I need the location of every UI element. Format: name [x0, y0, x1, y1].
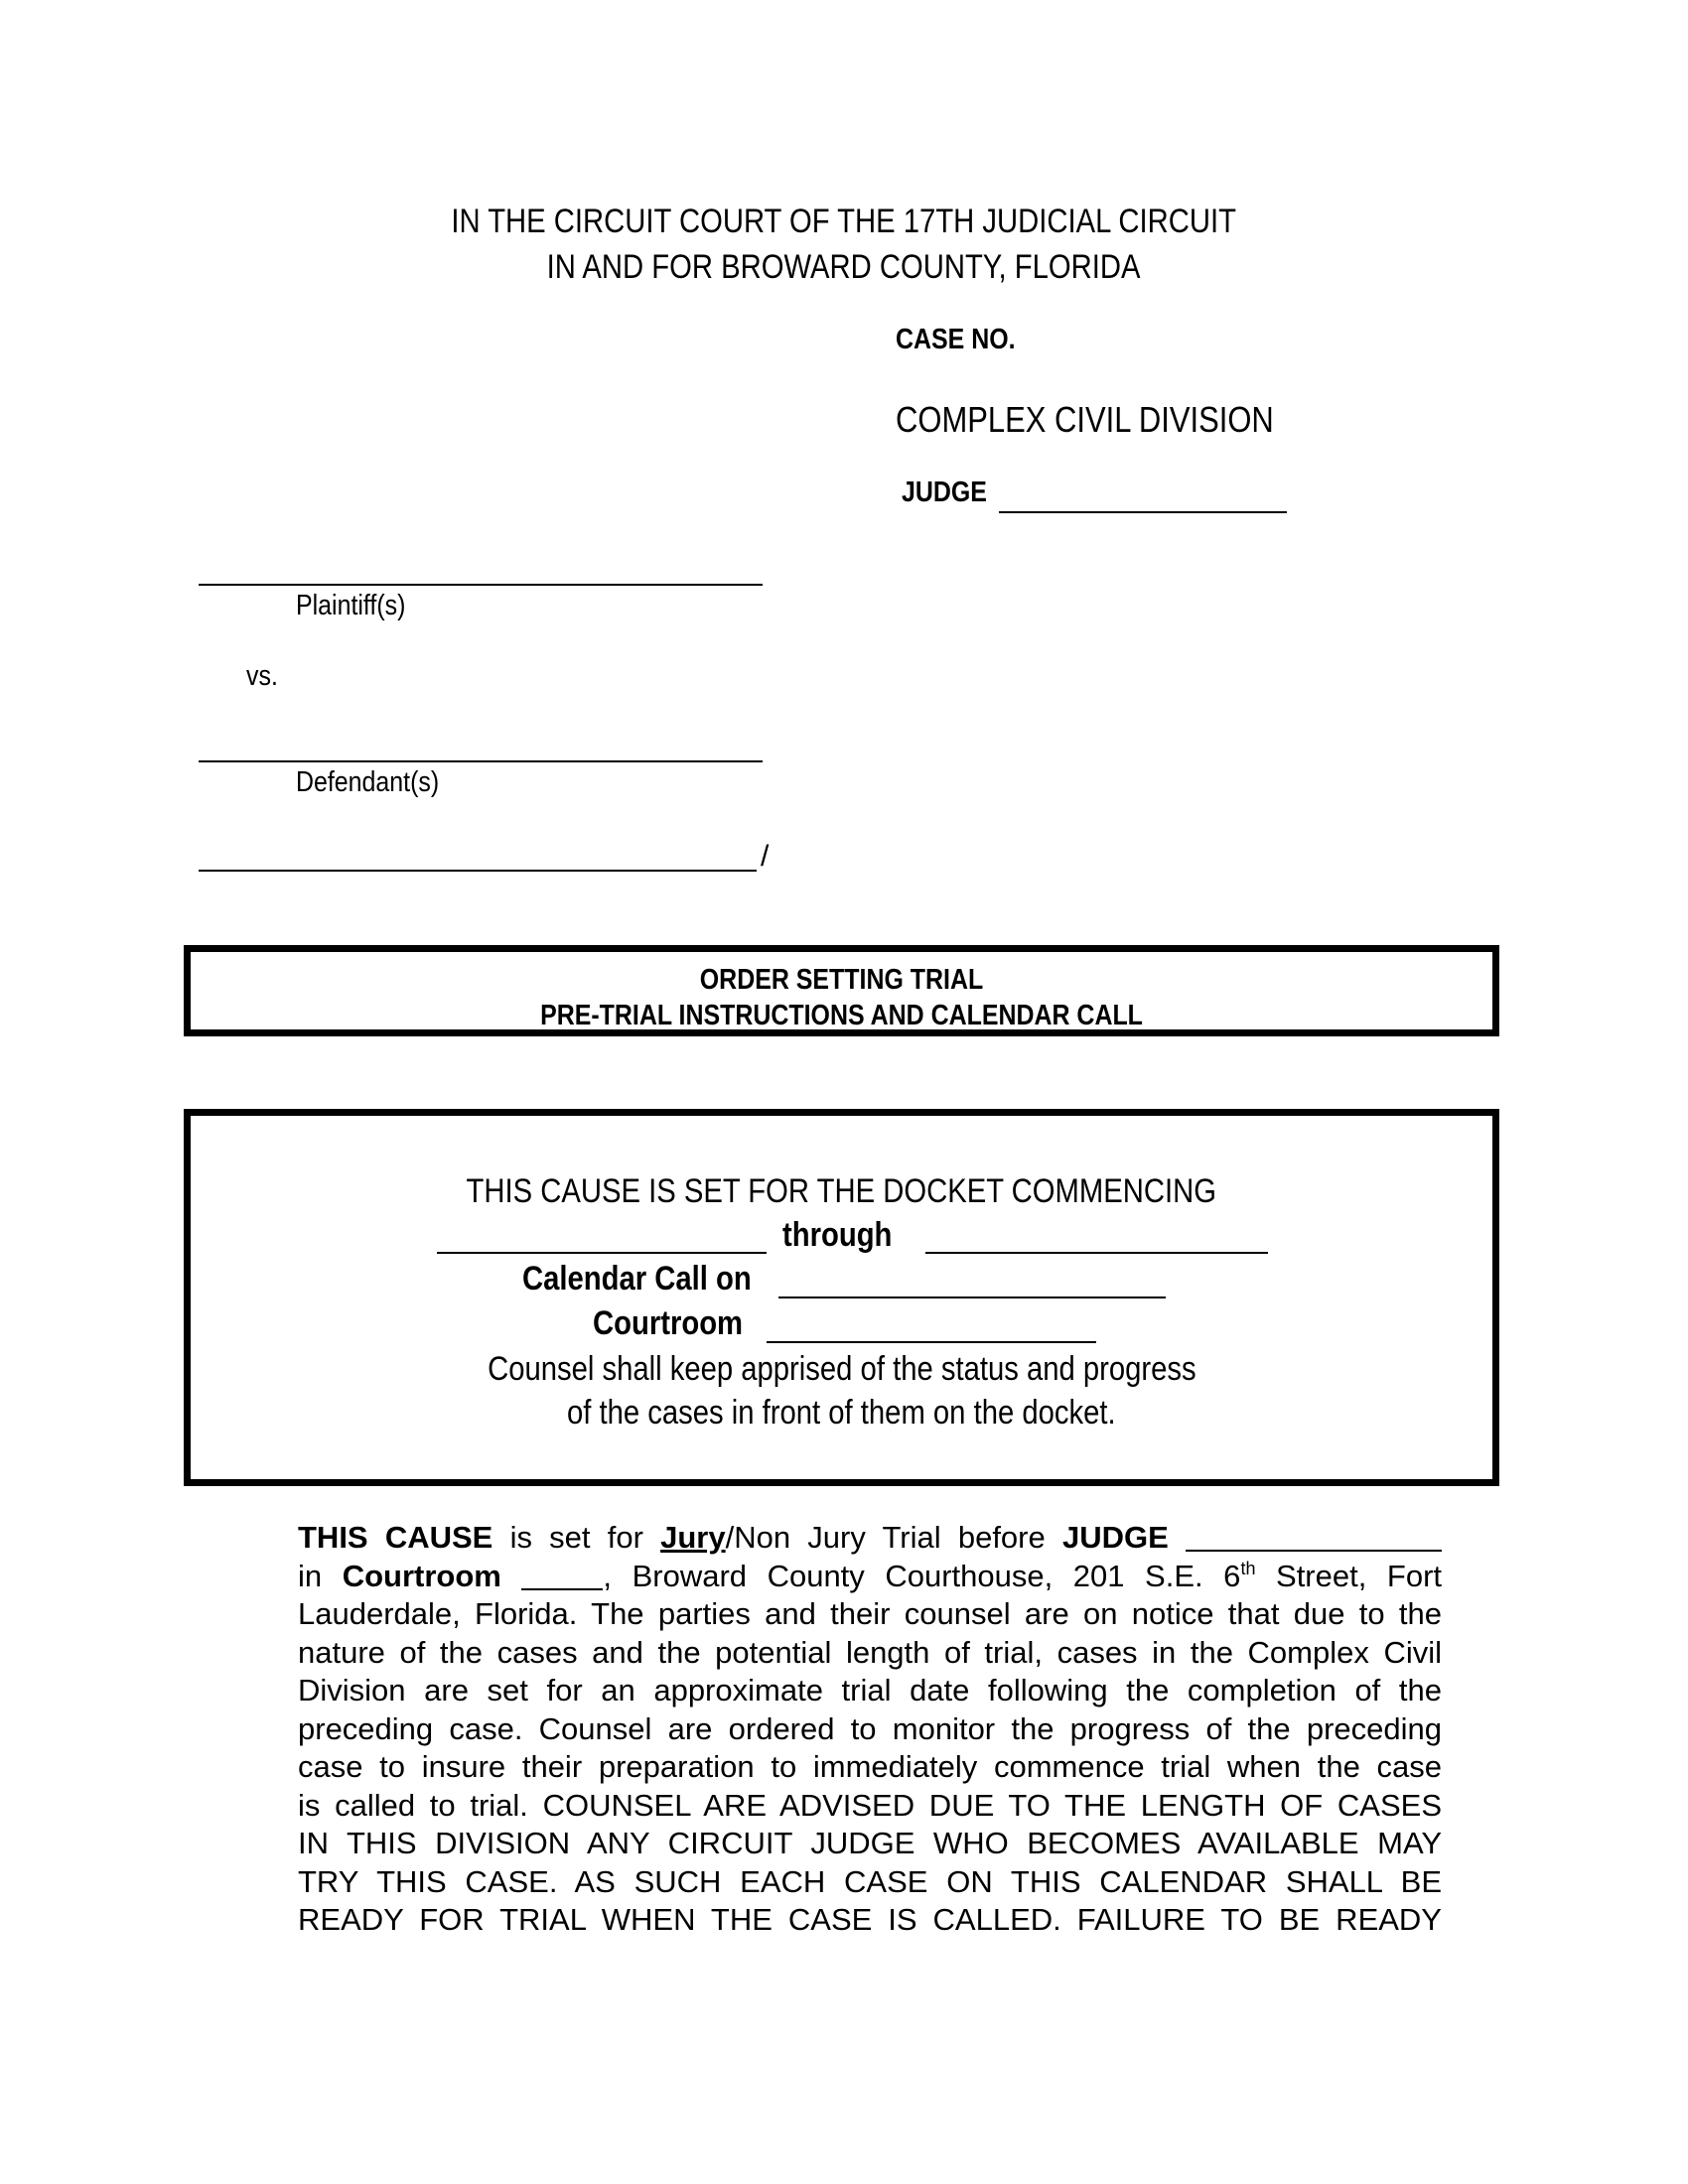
defendant-blank[interactable]: [199, 760, 763, 762]
court-header-line-2: IN AND FOR BROWARD COUNTY, FLORIDA: [547, 248, 1141, 286]
trial-courtroom-blank[interactable]: [521, 1558, 603, 1590]
docket-box: [184, 1109, 1499, 1486]
body-line-5: Division are set for an approximate trial date following the completion of the: [298, 1673, 1442, 1707]
order-title-line-1: ORDER SETTING TRIAL: [699, 964, 984, 996]
body-line-4: nature of the cases and the potential length of trial, cases in the Complex Civil: [298, 1634, 1442, 1670]
body-paragraph: [298, 1519, 1442, 1940]
courtroom-label: Courtroom: [593, 1304, 744, 1342]
docket-note-line-1: Counsel shall keep apprised of the status and progress: [487, 1350, 1196, 1388]
body-line-11: READY FOR TRIAL WHEN THE CASE IS CALLED. FAILURE TO BE READY: [298, 1902, 1442, 1937]
plaintiff-label: Plaintiff(s): [296, 590, 406, 621]
plaintiff-blank[interactable]: [199, 584, 763, 586]
body-line-2: in Courtroom , Broward County Courthouse, 201 S.E. 6th Street, Fort: [298, 1558, 1443, 1593]
court-header: [0, 199, 1688, 290]
through-label: through: [782, 1216, 893, 1254]
body-line-9: IN THIS DIVISION ANY CIRCUIT JUDGE WHO BECOMES AVAILABLE MAY: [298, 1826, 1442, 1860]
division-label: COMPLEX CIVIL DIVISION: [896, 399, 1274, 440]
body-line-3: Lauderdale, Florida. The parties and their counsel are on notice that due to the: [298, 1596, 1442, 1631]
calendar-call-blank[interactable]: [778, 1297, 1166, 1298]
courtroom-blank[interactable]: [767, 1341, 1096, 1343]
body-line-6: preceding case. Counsel are ordered to monitor the progress of the preceding: [298, 1710, 1442, 1746]
body-line-7: case to insure their preparation to immediately commence trial when the case: [298, 1749, 1442, 1784]
trial-judge-blank[interactable]: [1186, 1519, 1442, 1552]
docket-note-line-2: of the cases in front of them on the docket.: [567, 1394, 1116, 1432]
case-number-label: CASE NO.: [896, 324, 1016, 355]
body-line-10: TRY THIS CASE. AS SUCH EACH CASE ON THIS CALENDAR SHALL BE: [298, 1863, 1442, 1899]
caption-blank[interactable]: [199, 870, 757, 872]
vs-label: vs.: [246, 660, 278, 692]
docket-end-blank[interactable]: [925, 1252, 1268, 1254]
defendant-label: Defendant(s): [296, 766, 440, 798]
judge-label: JUDGE: [902, 477, 987, 508]
docket-commencing: THIS CAUSE IS SET FOR THE DOCKET COMMENCING: [466, 1172, 1217, 1210]
body-line-8: is called to trial. COUNSEL ARE ADVISED DUE TO THE LENGTH OF CASES: [298, 1787, 1442, 1823]
order-title-line-2: PRE-TRIAL INSTRUCTIONS AND CALENDAR CALL: [540, 1000, 1143, 1031]
judge-blank[interactable]: [999, 511, 1287, 513]
body-line-1: THIS CAUSE is set for Jury/Non Jury Trial before JUDGE: [298, 1519, 1442, 1558]
calendar-call-label: Calendar Call on: [522, 1260, 752, 1297]
docket-start-blank[interactable]: [437, 1252, 767, 1254]
caption-slash: /: [761, 840, 770, 873]
order-title-box: [184, 945, 1499, 1036]
court-header-line-1: IN THE CIRCUIT COURT OF THE 17TH JUDICIAL CIRCUIT: [451, 203, 1237, 240]
